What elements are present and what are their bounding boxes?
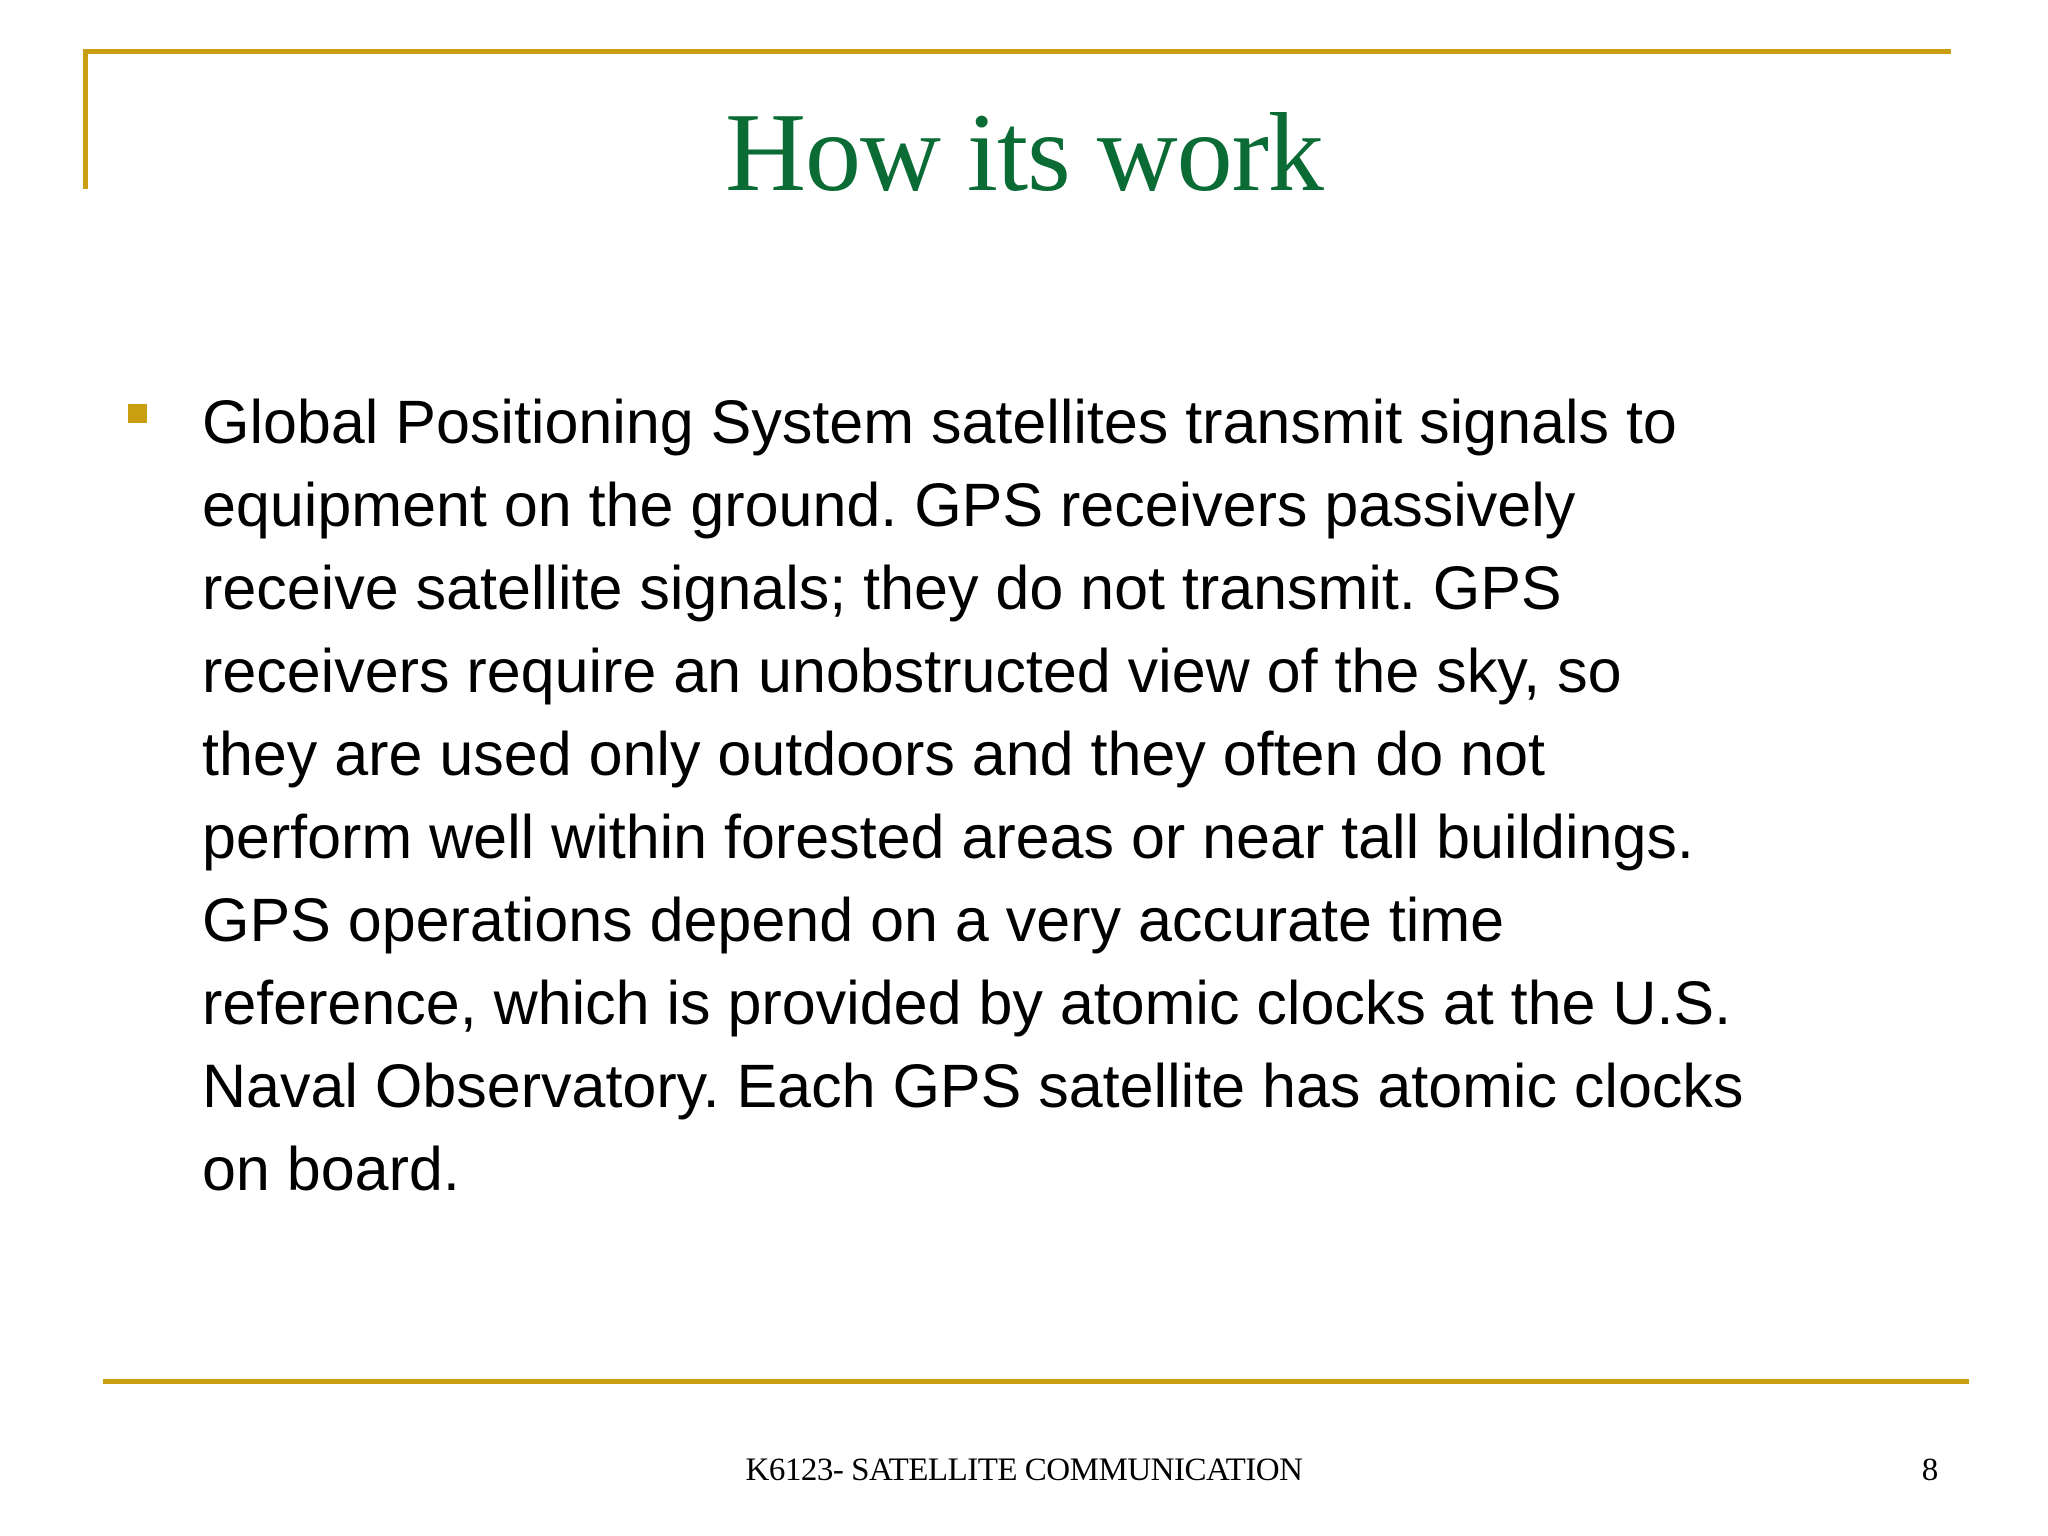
text-line: receivers require an unobstructed view of the sky, so xyxy=(202,637,1622,705)
bullet-item xyxy=(113,381,1973,1211)
frame-top-border xyxy=(83,49,1951,54)
square-bullet-icon xyxy=(128,404,147,423)
page-number: 8 xyxy=(1921,1452,1939,1488)
slide-content xyxy=(113,381,1973,1211)
text-line: receive satellite signals; they do not transmit. GPS xyxy=(202,554,1562,622)
text-line: equipment on the ground. GPS receivers passively xyxy=(202,471,1576,539)
slide-title: How its work xyxy=(725,91,1323,215)
footer-divider xyxy=(103,1379,1969,1384)
footer-course-title: K6123- SATELLITE COMMUNICATION xyxy=(745,1452,1303,1488)
text-line: Naval Observatory. Each GPS satellite has atomic clocks xyxy=(202,1052,1744,1120)
text-line: perform well within forested areas or near tall buildings. xyxy=(202,803,1694,871)
text-line: on board. xyxy=(202,1135,460,1203)
bullet-text xyxy=(202,381,2002,1211)
text-line: GPS operations depend on a very accurate time xyxy=(202,886,1505,954)
text-line: reference, which is provided by atomic clocks at the U.S. xyxy=(202,969,1732,1037)
text-line: Global Positioning System satellites transmit signals to xyxy=(202,388,1677,456)
text-line: they are used only outdoors and they often do not xyxy=(202,720,1545,788)
